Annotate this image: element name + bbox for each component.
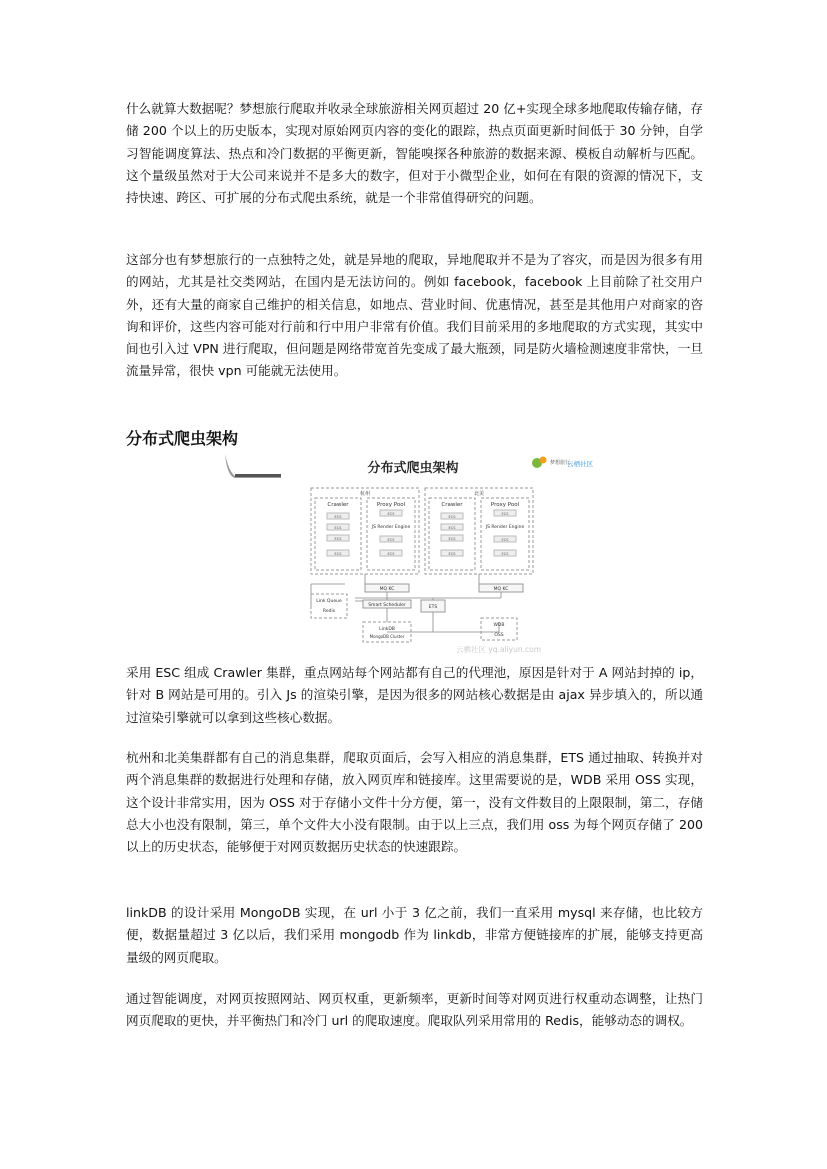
js-render-left-label: JS Render Engine	[371, 525, 411, 530]
crawler-left-label: Crawler	[327, 502, 349, 508]
svg-text:WDB: WDB	[493, 623, 505, 628]
cluster-north-america-label: 北美	[473, 491, 485, 497]
svg-text:Link Queue: Link Queue	[316, 599, 342, 604]
svg-text:ECS: ECS	[334, 537, 342, 541]
diagram-title: 分布式爬虫架构	[367, 461, 459, 476]
cluster-hangzhou-label: 杭州	[359, 491, 371, 497]
svg-text:ECS: ECS	[448, 537, 456, 541]
paragraph-linkdb: linkDB 的设计采用 MongoDB 实现，在 url 小于 3 亿之前，我们一直采用 mysql 来存储，也比较方便，数据量超过 3 亿以后，我们采用 mongodb 作为 linkdb，非常方便链接库的扩展，能够支持更高量级的网页爬取。	[126, 905, 703, 965]
svg-text:Redis: Redis	[322, 609, 336, 614]
section-heading: 分布式爬虫架构	[126, 429, 239, 448]
svg-text:ECS: ECS	[387, 552, 395, 556]
svg-text:ECS: ECS	[334, 526, 342, 530]
proxy-pool-left-label: Proxy Pool	[376, 502, 406, 508]
link-queue-box	[311, 594, 347, 618]
cluster-hangzhou	[311, 488, 419, 574]
svg-text:MongoDB Cluster: MongoDB Cluster	[369, 634, 405, 639]
svg-text:Smart Scheduler: Smart Scheduler	[368, 603, 406, 608]
svg-text:ECS: ECS	[448, 552, 456, 556]
paragraph-remote-crawl: 这部分也有梦想旅行的一点独特之处，就是异地的爬取，异地爬取并不是为了容灾，而是因为很多有用的网站，尤其是社交类网站，在国内是无法访问的。例如 facebook，facebook 上目前除了社交用户外，还有大量的商家自己维护的相关信息，如地点、营业时间、优惠情况，甚至是其他用户对商家的咨询和评价，这些内容可能对行前和行中用户非常有价值。我们目前采用的多地爬取的方式实现，其实中间也引入过 VPN 进行爬取，但问题是网络带宽首先变成了最大瓶颈，同是防火墙检测速度非常快，一旦流量异常，很快 vpn 可能就无法使用。	[126, 252, 703, 379]
paragraph-crawler-cluster: 采用 ESC 组成 Crawler 集群，重点网站每个网站都有自己的代理池，原因是针对于 A 网站封掉的 ip，针对 B 网站是可用的。引入 Js 的渲染引擎，是因为很多的网站核心数据是由 ajax 异步填入的，所以通过渲染引擎就可以拿到这些核心数据。	[126, 665, 703, 725]
svg-text:ECS: ECS	[334, 552, 342, 556]
crawler-right-label: Crawler	[441, 502, 463, 508]
svg-text:ECS: ECS	[334, 515, 342, 519]
logo-sub: 云栖社区	[567, 460, 593, 468]
svg-text:LinkDB: LinkDB	[379, 627, 395, 632]
svg-text:MQ KC: MQ KC	[379, 587, 395, 592]
cluster-north-america	[425, 488, 533, 574]
paragraph-scheduling: 通过智能调度，对网页按照网站、网页权重，更新频率，更新时间等对网页进行权重动态调整，让热门网页爬取的更快，并平衡热门和冷门 url 的爬取速度。爬取队列采用常用的 Redis，能够动态的调权。	[126, 991, 703, 1029]
architecture-diagram	[225, 446, 605, 656]
svg-text:ECS: ECS	[501, 552, 509, 556]
paragraph-message-cluster: 杭州和北美集群都有自己的消息集群，爬取页面后，会写入相应的消息集群，ETS 通过抽取、转换并对两个消息集群的数据进行处理和存储，放入网页库和链接库。这里需要说的是，WDB 采用 OSS 实现，这个设计非常实用，因为 OSS 对于存储小文件十分方便，第一，没有文件数目的上限限制，第二，存储总大小也没有限制，第三，单个文件大小没有限制。由于以上三点，我们用 oss 为每个网页存储了 200 以上的历史状态，能够便于对网页数据历史状态的快速跟踪。	[126, 750, 703, 855]
js-render-right-label: JS Render Engine	[485, 525, 525, 530]
svg-text:MQ KC: MQ KC	[493, 587, 509, 592]
svg-text:ECS: ECS	[387, 512, 395, 516]
svg-text:ECS: ECS	[448, 515, 456, 519]
svg-text:ECS: ECS	[501, 512, 509, 516]
svg-text:ECS: ECS	[501, 538, 509, 542]
paragraph-intro: 什么就算大数据呢？梦想旅行爬取并收录全球旅游相关网页超过 20 亿+实现全球多地爬取传输存储，存储 200 个以上的历史版本，实现对原始网页内容的变化的跟踪，热点页面更新时间低于 30 分钟，自学习智能调度算法、热点和冷门数据的平衡更新，智能嗅探各种旅游的数据来源、模板自动解析与匹配。这个量级虽然对于大公司来说并不是多大的数字，但对于小微型企业，如何在有限的资源的情况下，支持快速、跨区、可扩展的分布式爬虫系统，就是一个非常值得研究的问题。	[126, 101, 703, 206]
watermark: 云栖社区 yq.aliyun.com	[455, 645, 541, 654]
svg-text:ECS: ECS	[387, 538, 395, 542]
svg-text:ETS: ETS	[428, 605, 438, 610]
proxy-pool-right-label: Proxy Pool	[490, 502, 520, 508]
svg-text:ECS: ECS	[448, 526, 456, 530]
logo-text: 梦想旅行	[550, 460, 571, 466]
svg-text:OSS: OSS	[494, 633, 504, 638]
